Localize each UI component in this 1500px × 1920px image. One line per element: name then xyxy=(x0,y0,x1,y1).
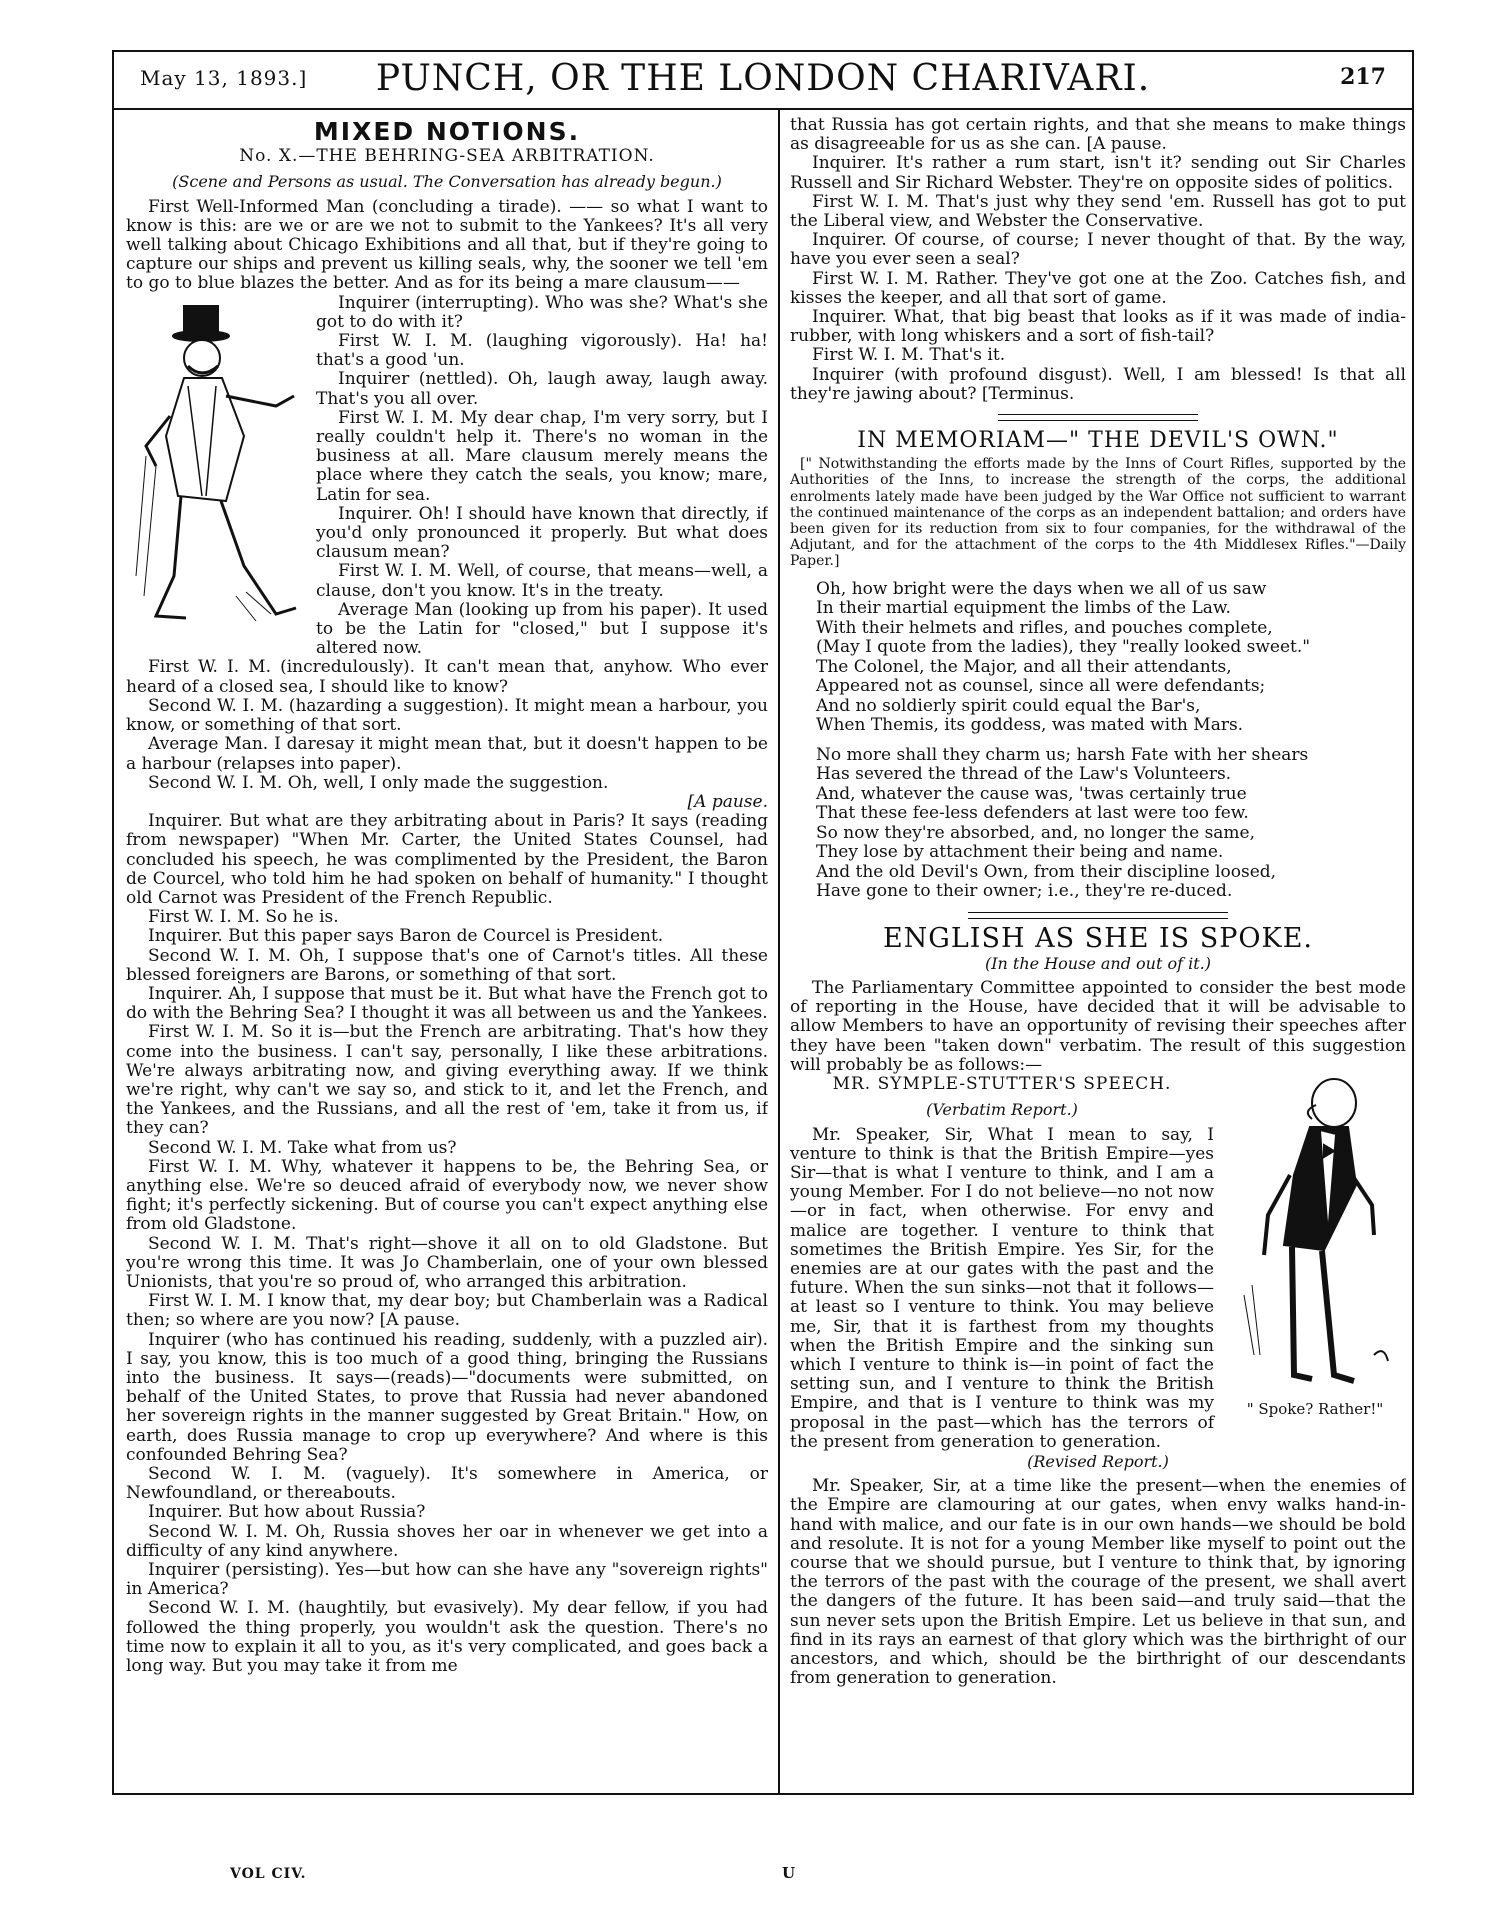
poem-line: No more shall they charm us; harsh Fate with her shears xyxy=(816,744,1309,765)
illustration-caption: " Spoke? Rather!" xyxy=(1246,1400,1384,1419)
dialogue-paragraph: Average Man (looking up from his paper). It used to be the Latin for "closed," but I suppose it's altered now. xyxy=(316,599,768,659)
dialogue-paragraph: Inquirer. But what are they arbitrating about in Paris? It says (reading from newspaper) "When Mr. Carter, the United States Counsel, had concluded his speech, he was complimented by the President, the Baron de Courcel, who told him he had spoken on behalf of humanity." I thought old Carnot was President of the French Republic. xyxy=(126,811,768,908)
member-illustration xyxy=(1224,1075,1406,1419)
article-title-in-memoriam: IN MEMORIAM—" THE DEVIL'S OWN." xyxy=(857,428,1339,454)
dialogue-paragraph: Inquirer (persisting). Yes—but how can she have any "sovereign rights" in America? xyxy=(126,1560,768,1600)
article-title-mixed-notions: MIXED NOTIONS. xyxy=(313,117,581,146)
dialogue-paragraph: First W. I. M. I know that, my dear boy; but Chamberlain was a Radical then; so where are you now? [A pause. xyxy=(126,1291,768,1331)
dialogue-paragraph: Average Man. I daresay it might mean that, but it doesn't happen to be a harbour (relapses into paper). xyxy=(126,734,768,774)
dialogue-paragraph: Inquirer (who has continued his reading, suddenly, with a puzzled air). I say, you know, this is too much of a good thing, bringing the Russians into the business. It says—(reads)—"documents were submitted, on behalf of the United States, to prove that Russia had never abandoned her sovereign rights in the manner suggested by Great Britain." How, on earth, does Russia manage to crop up everywhere? And where is this confounded Behring Sea? xyxy=(126,1329,768,1465)
young-member-figure xyxy=(1224,1075,1406,1393)
section-divider xyxy=(968,912,1228,919)
article-title-english-as-she-is-spoke: ENGLISH AS SHE IS SPOKE. xyxy=(882,922,1314,954)
article-subtitle: (In the House and out of it.) xyxy=(984,953,1212,973)
dialogue-paragraph: Inquirer. Of course, of course; I never thought of that. By the way, have you ever seen a seal? xyxy=(790,230,1406,270)
dialogue-paragraph: First W. I. M. (incredulously). It can't mean that, anyhow. Who ever heard of a closed sea, I should like to know? xyxy=(126,657,768,697)
dialogue-paragraph: First W. I. M. (laughing vigorously). Ha! ha! that's a good 'un. xyxy=(316,331,768,371)
poem-line: And no soldierly spirit could equal the Bar's, xyxy=(816,695,1201,716)
publication-title: PUNCH, OR THE LONDON CHARIVARI. xyxy=(375,58,1151,99)
stage-direction: [A pause. xyxy=(687,791,768,812)
left-column xyxy=(126,116,768,1792)
poem-line: That these fee-less defenders at last were too few. xyxy=(816,803,1249,824)
dialogue-paragraph: First W. I. M. Well, of course, that means—well, a clause, don't you know. It's in the treaty. xyxy=(316,561,768,601)
dialogue-paragraph: First W. I. M. Rather. They've got one at the Zoo. Catches fish, and kisses the keeper, and all that sort of game. xyxy=(790,268,1406,308)
speech-title: MR. SYMPLE-STUTTER'S SPEECH. xyxy=(832,1074,1172,1095)
article-subtitle: No. X.—THE BEHRING-SEA ARBITRATION. xyxy=(239,146,655,167)
page-header xyxy=(112,50,1414,110)
poem-line: Appeared not as counsel, since all were defendants; xyxy=(816,676,1266,697)
article-intro: The Parliamentary Committee appointed to consider the best mode of reporting in the House, have decided that it will be advisable to allow Members to have an opportunity of revising their speeches after they have been "taken down" verbatim. The result of this suggestion will probably be as follows:— xyxy=(790,978,1406,1075)
poem-stanza-2 xyxy=(816,746,1406,902)
dialogue-paragraph: Second W. I. M. Take what from us? xyxy=(148,1137,457,1158)
volume-label: VOL CIV. xyxy=(230,1866,307,1882)
issue-date: May 13, 1893.] xyxy=(140,66,308,90)
dialogue-paragraph: Inquirer. Oh! I should have known that directly, if you'd only pronounced it properly. But what does clausum mean? xyxy=(316,503,768,563)
dialogue-paragraph: Inquirer (interrupting). Who was she? What's she got to do with it? xyxy=(316,292,768,332)
dialogue-paragraph: Inquirer (nettled). Oh, laugh away, laugh away. That's you all over. xyxy=(316,369,768,409)
poem-line: Oh, how bright were the days when we all of us saw xyxy=(816,578,1267,599)
section-divider xyxy=(998,414,1198,421)
dialogue-paragraph: First W. I. M. So it is—but the French are arbitrating. That's how they come into the business. I can't say, personally, I like these arbitrations. We're always arbitrating now, and giving everything away. If we think we're right, why can't we say so, and stick to it, and let the French, and the Yankees, and the Russians, and all the rest of 'em, take it from us, if they can? xyxy=(126,1022,768,1139)
editorial-note: [" Notwithstanding the efforts made by the Inns of Court Rifles, supported by the Authorities of the Inns, to increase the strength of the corps, the additional enrolments lately made have been judged by the War Office not sufficient to warrant the continued maintenance of the corps as an independent battalion; and orders have been given for its reduction from six to four companies, for the withdrawal of the Adjutant, and for the attachment of the corps to the 4th Middlesex Rifles."—Daily Paper.] xyxy=(790,456,1406,570)
dialogue-paragraph: First W. I. M. That's just why they send 'em. Russell has got to put the Liberal view, and Webster the Conservative. xyxy=(790,191,1406,232)
dialogue-paragraph: First W. I. M. My dear chap, I'm very sorry, but I really couldn't help it. There's no woman in the business at all. Mare clausum merely means the place where they catch the seals, you know; mare, Latin for sea. xyxy=(316,407,768,505)
signature-mark: U xyxy=(782,1864,796,1882)
poem-line: In their martial equipment the limbs of the Law. xyxy=(816,598,1231,619)
dialogue-paragraph: Second W. I. M. Oh, Russia shoves her oar in whenever we get into a difficulty of any kind anywhere. xyxy=(126,1521,768,1561)
dialogue-paragraph: First Well-Informed Man (concluding a tirade). —— so what I want to know is this: are we or are we not to submit to the Yankees? It's all very well talking about Chicago Exhibitions and all that, but if they're going to capture our ships and prevent us killing seals, why, the sooner we tell 'em to go to blue blazes the better. And as for its being a mare clausum—— xyxy=(126,196,768,294)
dialogue-paragraph: Inquirer (with profound disgust). Well, I am blessed! Is that all they're jawing about? [Terminus. xyxy=(790,364,1406,404)
right-column xyxy=(790,116,1406,1792)
report-label-verbatim: (Verbatim Report.) xyxy=(926,1100,1078,1120)
dialogue-paragraph: Inquirer. What, that big beast that looks as if it was made of india-rubber, with long whiskers and a sort of fish-tail? xyxy=(790,307,1406,347)
dialogue-paragraph: Second W. I. M. Oh, well, I only made the suggestion. xyxy=(148,772,609,793)
poem-line: Has severed the thread of the Law's Volunteers. xyxy=(816,764,1232,785)
dialogue-paragraph: Second W. I. M. (haughtily, but evasively). My dear fellow, if you had followed the thing properly, you wouldn't ask the question. There's no time now to explain it all to you, as it's very complicated, and goes back a long way. But you may take it from me xyxy=(126,1598,768,1677)
scene-note: (Scene and Persons as usual. The Conversation has already begun.) xyxy=(172,172,722,192)
well-informed-man-illustration xyxy=(126,296,304,636)
poem-line: (May I quote from the ladies), they "really looked sweet." xyxy=(816,637,1311,658)
poem-line: And the old Devil's Own, from their discipline loosed, xyxy=(816,861,1277,882)
verbatim-report: Mr. Speaker, Sir, What I mean to say, I venture to think is that the British Empire—yes Sir—that is what I venture to think, and I am a young Member. For I do not believe—no not now—or in fact, when otherwise. For envy and malice are together. I venture to think that sometimes the British Empire. Yes Sir, for the enemies are at our gates with the past and the future. When the sun sinks—not that it follows—at least so I venture to think. You may believe me, Sir, that it is farthest from my thoughts when the British Empire and the sinking sun which I venture to think is—in point of fact the setting sun, and I venture to think the British Empire, and that is I venture to think was my proposal in the past—which has the terrors of the present from generation to generation. xyxy=(790,1124,1214,1452)
revised-report: Mr. Speaker, Sir, at a time like the present—when the enemies of the Empire are clamouring at our gates, when envy walks hand-in-hand with malice, and our fate is in our own hands—we should be bold and resolute. It is not for a young Member like myself to point out the course that we should pursue, but I venture to think that, by ignoring the terrors of the past with the courage of the present, we shall avert the dangers of the future. It has been said—and truly said—that the sun never sets upon the British Empire. Let us believe in that sun, and find in its rays an earnest of that glory which was the birthright of our ancestors, and which, should be the birthright of our descendants from generation to generation. xyxy=(790,1476,1406,1689)
dialogue-paragraph: Inquirer. But how about Russia? xyxy=(148,1502,426,1523)
poem-stanza-1 xyxy=(816,580,1406,736)
dialogue-paragraph: Second W. I. M. That's right—shove it all on to old Gladstone. But you're wrong this time. It was Jo Chamberlain, one of your own blessed Unionists, that you're so proud of, who arranged this arbitration. xyxy=(126,1233,768,1292)
dialogue-paragraph: that Russia has got certain rights, and that she means to make things as disagreeable for us as she can. [A pause. xyxy=(790,116,1406,155)
poem-line: They lose by attachment their being and name. xyxy=(816,842,1224,863)
dialogue-paragraph: Inquirer. Ah, I suppose that must be it. But what have the French got to do with the Behring Sea? I thought it was all between us and the Yankees. xyxy=(126,983,768,1024)
dialogue-paragraph: Second W. I. M. Oh, I suppose that's one of Carnot's titles. All these blessed foreigners are Barons, or something of that sort. xyxy=(126,945,768,985)
dialogue-paragraph: First W. I. M. So he is. xyxy=(148,907,339,928)
poem-line: With their helmets and rifles, and pouches complete, xyxy=(816,617,1273,638)
dialogue-paragraph: Second W. I. M. (vaguely). It's somewhere in America, or Newfoundland, or thereabouts. xyxy=(126,1464,768,1504)
dialogue-paragraph: First W. I. M. Why, whatever it happens to be, the Behring Sea, or anything else. We're so deuced afraid of everybody now, we never show fight; it's perfectly sickening. But of course you can't expect anything else from old Gladstone. xyxy=(126,1156,768,1235)
column-divider xyxy=(778,110,780,1795)
poem-line: And, whatever the cause was, 'twas certainly true xyxy=(816,783,1247,804)
poem-line: The Colonel, the Major, and all their attendants, xyxy=(816,656,1232,677)
page-number: 217 xyxy=(1340,64,1386,90)
poem-line: When Themis, its goddess, was mated with Mars. xyxy=(816,715,1244,736)
dialogue-paragraph: First W. I. M. That's it. xyxy=(812,345,1006,366)
poem-line: Have gone to their owner; i.e., they're re-duced. xyxy=(816,881,1233,902)
dialogue-paragraph: Inquirer. But this paper says Baron de Courcel is President. xyxy=(148,926,664,947)
dialogue-paragraph: Second W. I. M. (hazarding a suggestion). It might mean a harbour, you know, or something of that sort. xyxy=(126,695,768,736)
report-label-revised: (Revised Report.) xyxy=(1027,1451,1169,1471)
poem-line: So now they're absorbed, and, no longer the same, xyxy=(816,822,1256,843)
dialogue-paragraph: Inquirer. It's rather a rum start, isn't it? sending out Sir Charles Russell and Sir Richard Webster. They're on opposite sides of politics. xyxy=(790,153,1406,193)
